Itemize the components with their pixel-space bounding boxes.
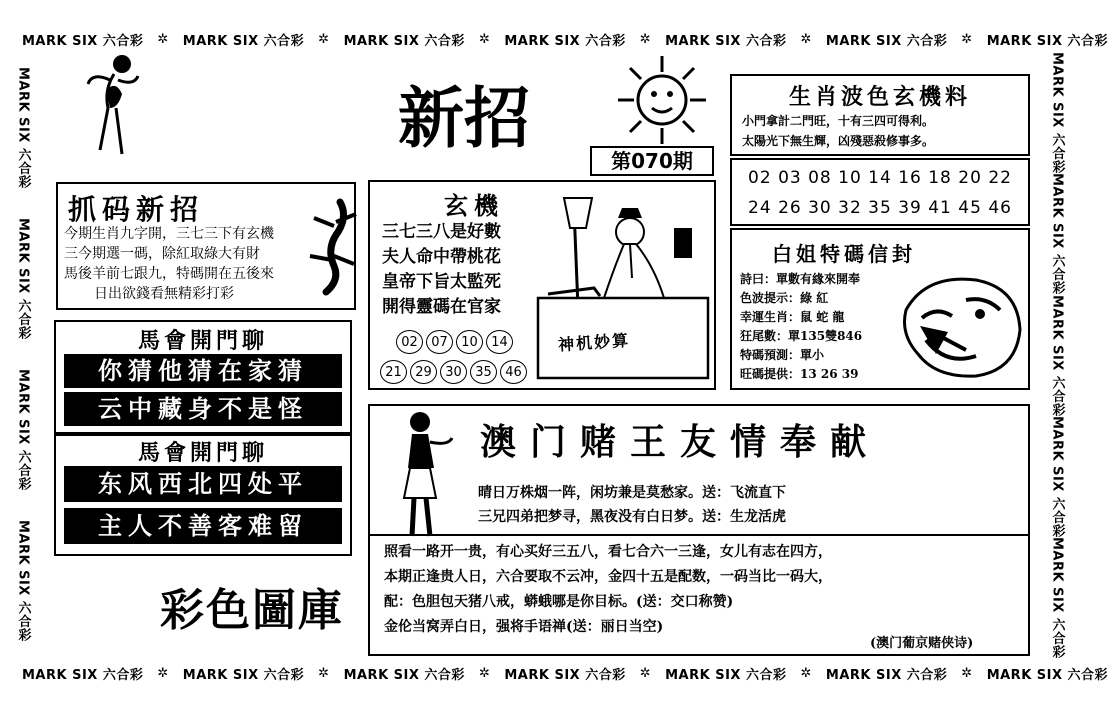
left-border-band	[6, 52, 40, 656]
horse-chat-title: 馬會開門聊	[137, 328, 268, 354]
border-separator-icon: ✲	[157, 31, 169, 47]
border-separator-icon: ✲	[318, 31, 330, 47]
border-unit	[1048, 173, 1067, 294]
border-unit-cn: 六合彩	[102, 667, 144, 683]
envelope-row: 幸運生肖：鼠 蛇 龍	[740, 310, 845, 324]
table-sign: 神机妙算	[557, 330, 631, 355]
horse-chat-row: 云中藏身不是怪	[64, 392, 342, 426]
border-unit	[344, 664, 465, 683]
border-unit	[504, 664, 625, 683]
lizard-icon	[290, 196, 370, 296]
number-ball: 35	[470, 360, 497, 384]
border-unit-cn: 六合彩	[263, 33, 305, 49]
sun-icon	[614, 52, 710, 148]
border-unit	[987, 30, 1108, 49]
right-border-band	[1040, 52, 1074, 659]
border-separator-icon: ✲	[478, 31, 491, 47]
mystery-numbers-row-1	[396, 330, 516, 354]
number-ball: 07	[426, 330, 453, 354]
number-ball: 21	[380, 360, 407, 384]
border-unit	[344, 30, 465, 49]
border-unit-cn: 六合彩	[424, 667, 465, 683]
border-unit-cn: 六合彩	[1049, 254, 1065, 295]
border-unit	[665, 30, 786, 49]
border-unit-en: MARK SIX	[825, 33, 907, 49]
horse-chat-row: 东风西北四处平	[64, 466, 342, 502]
border-unit-cn: 六合彩	[745, 33, 787, 49]
border-unit-en: MARK SIX	[504, 33, 586, 49]
horse-chat-row: 主人不善客难留	[64, 508, 342, 544]
border-unit	[826, 664, 947, 683]
border-unit-cn: 六合彩	[102, 33, 144, 49]
border-unit-en: MARK SIX	[182, 667, 264, 683]
border-unit	[1048, 295, 1067, 416]
border-unit	[1048, 416, 1067, 537]
border-unit-cn: 六合彩	[1049, 618, 1065, 659]
border-unit-en: MARK SIX	[15, 66, 31, 148]
border-separator-icon: ✲	[639, 31, 652, 47]
border-unit-en: MARK SIX	[182, 33, 264, 49]
border-unit-en: MARK SIX	[343, 667, 425, 683]
king-line: 本期正逢贵人日，六合要取不云冲，金四十五是配数，一码当比一码大，	[384, 569, 832, 585]
horse-chat-panel-1	[54, 320, 352, 436]
number-ball: 02	[396, 330, 423, 354]
gallery-label: 彩色圖庫	[160, 585, 344, 636]
envelope-panel	[730, 228, 1030, 390]
number-ball: 46	[500, 360, 527, 384]
border-unit-en: MARK SIX	[1049, 294, 1065, 376]
horse-chat-title: 馬會開門聊	[137, 440, 268, 466]
king-poem: 三兄四弟把梦寻，黑夜没有白日梦。送：生龙活虎	[478, 509, 786, 525]
border-unit-cn: 六合彩	[15, 298, 31, 340]
envelope-row: 詩曰：單數有緣來開奉	[740, 272, 861, 286]
mystery-line: 三七三八是好數	[382, 222, 501, 242]
border-unit-cn: 六合彩	[15, 449, 31, 491]
border-unit	[14, 520, 33, 641]
king-line: 照看一路开一贵，有心买好三五八，看七合六一三逢，女儿有志在四方，	[384, 544, 832, 560]
page-title: 新招	[398, 79, 530, 157]
mystery-line: 開得靈碼在官家	[382, 297, 501, 317]
border-unit-en: MARK SIX	[1049, 173, 1065, 255]
border-unit	[504, 30, 625, 49]
border-unit	[183, 664, 304, 683]
zodiac-sub: 太陽光下無生輝，凶殘惡殺修事多。	[742, 134, 935, 148]
king-divider	[370, 534, 1028, 536]
border-unit-en: MARK SIX	[825, 667, 907, 683]
mystery-title: 玄機	[444, 191, 504, 220]
border-unit	[183, 30, 304, 49]
mystery-panel	[368, 180, 716, 390]
border-unit	[14, 369, 33, 490]
mystery-line: 皇帝下旨太監死	[382, 272, 501, 292]
zodiac-numbers-panel	[730, 158, 1030, 226]
border-unit-cn: 六合彩	[585, 33, 626, 49]
envelope-row: 旺碼提供：13 26 39	[740, 367, 859, 381]
king-lines	[384, 540, 832, 640]
border-separator-icon: ✲	[318, 665, 330, 681]
border-unit-en: MARK SIX	[986, 667, 1068, 683]
border-unit-cn: 六合彩	[263, 667, 305, 683]
border-unit-en: MARK SIX	[1049, 416, 1065, 497]
border-unit-cn: 六合彩	[1049, 496, 1065, 538]
border-separator-icon: ✲	[961, 31, 973, 47]
border-unit-en: MARK SIX	[15, 368, 31, 450]
king-title: 澳门赌王友情奉献	[480, 421, 881, 463]
grab-code-line: 三今期選一碼，除紅取綠大有財	[64, 246, 260, 262]
mystery-line: 夫人命中帶桃花	[382, 247, 501, 267]
dancer-figure-icon	[82, 50, 152, 160]
border-unit	[826, 30, 947, 49]
grab-code-line: 今期生肖九字開，三七三下有玄機	[64, 226, 274, 242]
border-unit	[1048, 52, 1067, 173]
border-unit-en: MARK SIX	[343, 33, 425, 49]
issue-badge: 第070期	[590, 146, 714, 176]
border-unit	[14, 218, 33, 339]
border-unit-en: MARK SIX	[22, 33, 103, 49]
border-unit-en: MARK SIX	[1049, 52, 1065, 133]
border-unit-cn: 六合彩	[1049, 132, 1065, 174]
border-unit-en: MARK SIX	[15, 519, 31, 601]
border-unit-cn: 六合彩	[1049, 375, 1065, 417]
border-unit-en: MARK SIX	[22, 667, 103, 683]
border-unit-en: MARK SIX	[986, 33, 1068, 49]
grab-code-lines	[64, 224, 274, 304]
zodiac-panel	[730, 74, 1030, 156]
border-unit-cn: 六合彩	[424, 33, 465, 49]
border-unit-cn: 六合彩	[585, 667, 626, 683]
border-unit	[14, 67, 33, 188]
horse-chat-panel-2	[54, 432, 352, 556]
mystery-numbers-row-2	[380, 360, 530, 384]
border-unit	[987, 664, 1108, 683]
border-unit-en: MARK SIX	[15, 217, 31, 299]
border-unit-cn: 六合彩	[1067, 33, 1108, 49]
zodiac-numbers-row: 24 26 30 32 35 39 41 45 46	[748, 198, 1012, 218]
border-unit	[22, 664, 143, 683]
tiger-head-icon	[896, 270, 1026, 382]
king-panel	[368, 404, 1030, 656]
envelope-title: 白姐特碼信封	[772, 242, 916, 266]
border-unit-en: MARK SIX	[665, 33, 746, 49]
border-unit	[665, 664, 786, 683]
king-poem: 晴日万株烟一阵，闲坊兼是莫愁家。送：飞流直下	[478, 485, 786, 501]
bottom-border-band	[22, 662, 1108, 684]
border-separator-icon: ✲	[800, 665, 812, 681]
king-line: 金伦当窝弄白日，强将手语禅(送：丽日当空)	[384, 619, 664, 635]
number-ball: 29	[410, 360, 437, 384]
border-unit-en: MARK SIX	[504, 667, 586, 683]
king-line: 配：色胆包天猪八戒，蟒蛾哪是你目标。(送：交口称赞)	[384, 594, 734, 610]
border-separator-icon: ✲	[961, 665, 973, 681]
mystery-lines	[382, 220, 501, 320]
border-separator-icon: ✲	[478, 665, 491, 681]
grab-code-line: 馬後羊前七跟九，特碼開在五後來	[64, 266, 274, 282]
zodiac-title: 生肖波色玄機料	[788, 84, 971, 110]
border-unit	[22, 30, 143, 49]
horse-chat-row: 你猜他猜在家猜	[64, 354, 342, 388]
grab-code-line: 日出欲錢看無精彩打彩	[94, 286, 234, 302]
border-unit-en: MARK SIX	[665, 667, 746, 683]
king-sign: (澳门葡京赌侠诗)	[870, 636, 974, 651]
envelope-row: 狂尾數：單135雙846	[740, 329, 863, 343]
border-unit	[1048, 537, 1067, 658]
envelope-row: 色波提示：綠 紅	[740, 291, 829, 305]
border-unit-cn: 六合彩	[15, 600, 31, 642]
border-unit-cn: 六合彩	[15, 147, 31, 189]
grab-code-title: 抓码新招	[68, 193, 205, 226]
zodiac-numbers-row: 02 03 08 10 14 16 18 20 22	[748, 168, 1012, 188]
border-unit-cn: 六合彩	[745, 667, 787, 683]
border-separator-icon: ✲	[157, 665, 169, 681]
envelope-rows	[740, 270, 862, 384]
zodiac-sub: 小門拿計二門旺，十有三四可得利。	[742, 114, 935, 128]
number-ball: 30	[440, 360, 467, 384]
border-unit-cn: 六合彩	[1067, 667, 1108, 683]
envelope-row: 特碼預測：單小	[740, 348, 825, 362]
number-ball: 10	[456, 330, 483, 354]
border-unit-cn: 六合彩	[906, 33, 948, 49]
top-border-band	[22, 28, 1108, 50]
number-ball: 14	[486, 330, 513, 354]
border-unit-cn: 六合彩	[906, 667, 948, 683]
border-separator-icon: ✲	[800, 31, 812, 47]
border-separator-icon: ✲	[639, 665, 652, 681]
border-unit-en: MARK SIX	[1049, 537, 1065, 619]
woman-figure-icon	[390, 408, 460, 538]
